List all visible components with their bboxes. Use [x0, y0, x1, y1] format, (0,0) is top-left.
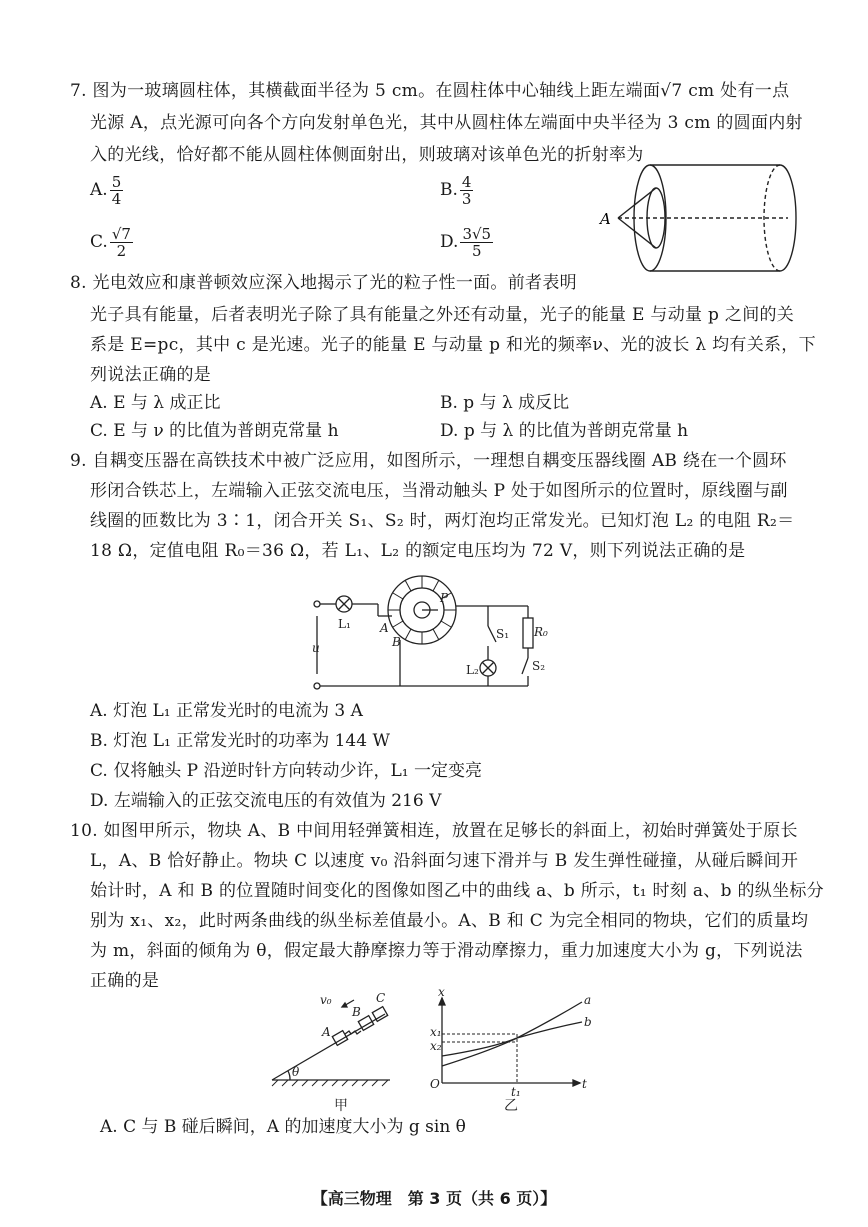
jia-caption: 甲 [334, 1098, 348, 1114]
q8-line-4: 列说法正确的是 [90, 365, 212, 385]
jia-label-theta: θ [292, 1065, 300, 1079]
block-c [372, 1007, 387, 1022]
input-terminal-bottom [314, 683, 320, 689]
q7-line-2: 光源 A，点光源可向各个方向发射单色光，其中从圆柱体左端面中央半径为 3 cm 的圆面内射 [90, 113, 803, 133]
cylinder-label-a: A [600, 210, 611, 228]
q9-line-2: 形闭合铁芯上，左端输入正弦交流电压，当滑动触头 P 处于如图所示的位置时，原线圈与副 [90, 481, 788, 501]
q7-option-b-num: 4 [461, 173, 472, 191]
q8-line-3: 系是 E=pc，其中 c 是光速。光子的能量 E 与动量 p 和光的频率ν、光的波长 λ 均有关系，下 [90, 335, 816, 355]
q7-option-a-num: 5 [111, 173, 122, 191]
yi-caption: 乙 [504, 1098, 518, 1114]
label-p: P [440, 591, 449, 605]
q7-option-d: D. $\frac{3√5}{5}$ [440, 225, 492, 260]
q9-option-d: D. 左端输入的正弦交流电压的有效值为 216 V [90, 791, 442, 811]
q7-option-c-num: √7 [111, 225, 131, 243]
q8-option-b: B. p 与 λ 成反比 [440, 393, 570, 413]
label-s2: S₂ [532, 659, 546, 673]
cylinder-figure [598, 160, 798, 280]
q8-option-c: C. E 与 ν 的比值为普朗克常量 h [90, 421, 339, 441]
q8-option-d: D. p 与 λ 的比值为普朗克常量 h [440, 421, 689, 441]
label-r0: R₀ [534, 625, 548, 639]
yi-label-o: O [430, 1077, 440, 1091]
yi-label-x: x [438, 985, 445, 999]
velocity-arrowhead [342, 1003, 347, 1007]
q7-option-c-den: 2 [116, 242, 127, 260]
q10-line-6: 正确的是 [90, 971, 160, 991]
q9-option-a: A. 灯泡 L₁ 正常发光时的电流为 3 A [90, 701, 363, 721]
q10-line-4: 别为 x₁、x₂，此时两条曲线的纵坐标差值最小。A、B 和 C 为完全相同的物块，它们的质量均 [90, 911, 809, 931]
label-s1: S₁ [496, 627, 510, 641]
label-l1: L₁ [338, 617, 351, 631]
transformer-circuit [300, 566, 560, 696]
yi-label-x2: x₂ [430, 1039, 442, 1053]
q7-option-b: B. $\frac{4}{3}$ [440, 173, 472, 208]
curve-b [442, 1022, 582, 1056]
jia-label-c: C [376, 991, 386, 1005]
page-footer: 【高三物理 第 3 页（共 6 页）】 [311, 1189, 557, 1208]
q7-option-c: C. $\frac{√7}{2}$ [90, 225, 131, 260]
yi-label-t1: t₁ [511, 1085, 521, 1099]
q7-line-3: 入的光线，恰好都不能从圆柱体侧面射出，则玻璃对该单色光的折射率为 [90, 145, 644, 165]
angle-arc [288, 1071, 290, 1080]
q8-line-2: 光子具有能量，后者表明光子除了具有能量之外还有动量，光子的能量 E 与动量 p 之间的关 [90, 305, 795, 325]
figure-yi-graph [422, 985, 592, 1114]
label-b: B [392, 635, 401, 649]
yi-label-x1: x₁ [430, 1025, 442, 1039]
q10-line-3: 始计时，A 和 B 的位置随时间变化的图像如图乙中的曲线 a、b 所示，t₁ 时刻 a、b 的纵坐标分 [90, 881, 824, 901]
ray-lower [618, 218, 656, 248]
yi-label-t: t [582, 1077, 587, 1091]
yi-label-a: a [584, 993, 592, 1007]
resistor-r0 [523, 618, 533, 648]
spring [345, 1031, 361, 1034]
label-u: u [312, 641, 320, 655]
ray-upper [618, 188, 656, 218]
q7-line-1: 7. 图为一玻璃圆柱体，其横截面半径为 5 cm。在圆柱体中心轴线上距左端面√7 cm 处有一点 [70, 81, 790, 101]
label-a: A [380, 621, 389, 635]
q7-option-a-den: 4 [111, 190, 122, 208]
q10-line-2: L，A、B 恰好静止。物块 C 以速度 v₀ 沿斜面匀速下滑并与 B 发生弹性碰撞，从碰后瞬间开 [90, 851, 799, 871]
q9-line-3: 线圈的匝数比为 3∶1，闭合开关 S₁、S₂ 时，两灯泡均正常发光。已知灯泡 L₂ 的电阻 R₂＝ [90, 511, 795, 531]
q7-option-b-den: 3 [461, 190, 472, 208]
q10-line-5: 为 m，斜面的倾角为 θ，假定最大静摩擦力等于滑动摩擦力，重力加速度大小为 g，下列说法 [90, 941, 803, 961]
yi-label-b: b [584, 1015, 592, 1029]
q9-option-b: B. 灯泡 L₁ 正常发光时的功率为 144 W [90, 731, 390, 751]
q7-option-d-den: 5 [471, 242, 482, 260]
figure-jia-incline [270, 992, 410, 1112]
switch-s1 [488, 626, 496, 642]
input-terminal-top [314, 601, 320, 607]
q8-option-a: A. E 与 λ 成正比 [90, 393, 221, 413]
q7-option-d-num: 3√5 [462, 225, 492, 243]
q9-option-c: C. 仅将触头 P 沿逆时针方向转动少许，L₁ 一定变亮 [90, 761, 482, 781]
jia-label-a: A [322, 1025, 331, 1039]
jia-label-b: B [352, 1005, 361, 1019]
label-l2: L₂ [466, 663, 479, 677]
jia-label-v0: v₀ [320, 993, 332, 1007]
q9-line-4: 18 Ω，定值电阻 R₀＝36 Ω，若 L₁、L₂ 的额定电压均为 72 V，则下列说法正确的是 [90, 541, 746, 561]
q7-option-a: A. $\frac{5}{4}$ [90, 173, 122, 208]
q8-line-1: 8. 光电效应和康普顿效应深入地揭示了光的粒子性一面。前者表明 [70, 273, 577, 293]
switch-s2 [522, 658, 528, 674]
q9-line-1: 9. 自耦变压器在高铁技术中被广泛应用，如图所示，一理想自耦变压器线圈 AB 绕在一个圆环 [70, 451, 787, 471]
q10-line-1: 10. 如图甲所示，物块 A、B 中间用轻弹簧相连，放置在足够长的斜面上，初始时弹簧处于原长 [70, 821, 798, 841]
incline-surface [272, 1014, 385, 1080]
q10-option-a: A. C 与 B 碰后瞬间，A 的加速度大小为 g sin θ [100, 1117, 466, 1137]
ground-hatching [272, 1080, 388, 1086]
